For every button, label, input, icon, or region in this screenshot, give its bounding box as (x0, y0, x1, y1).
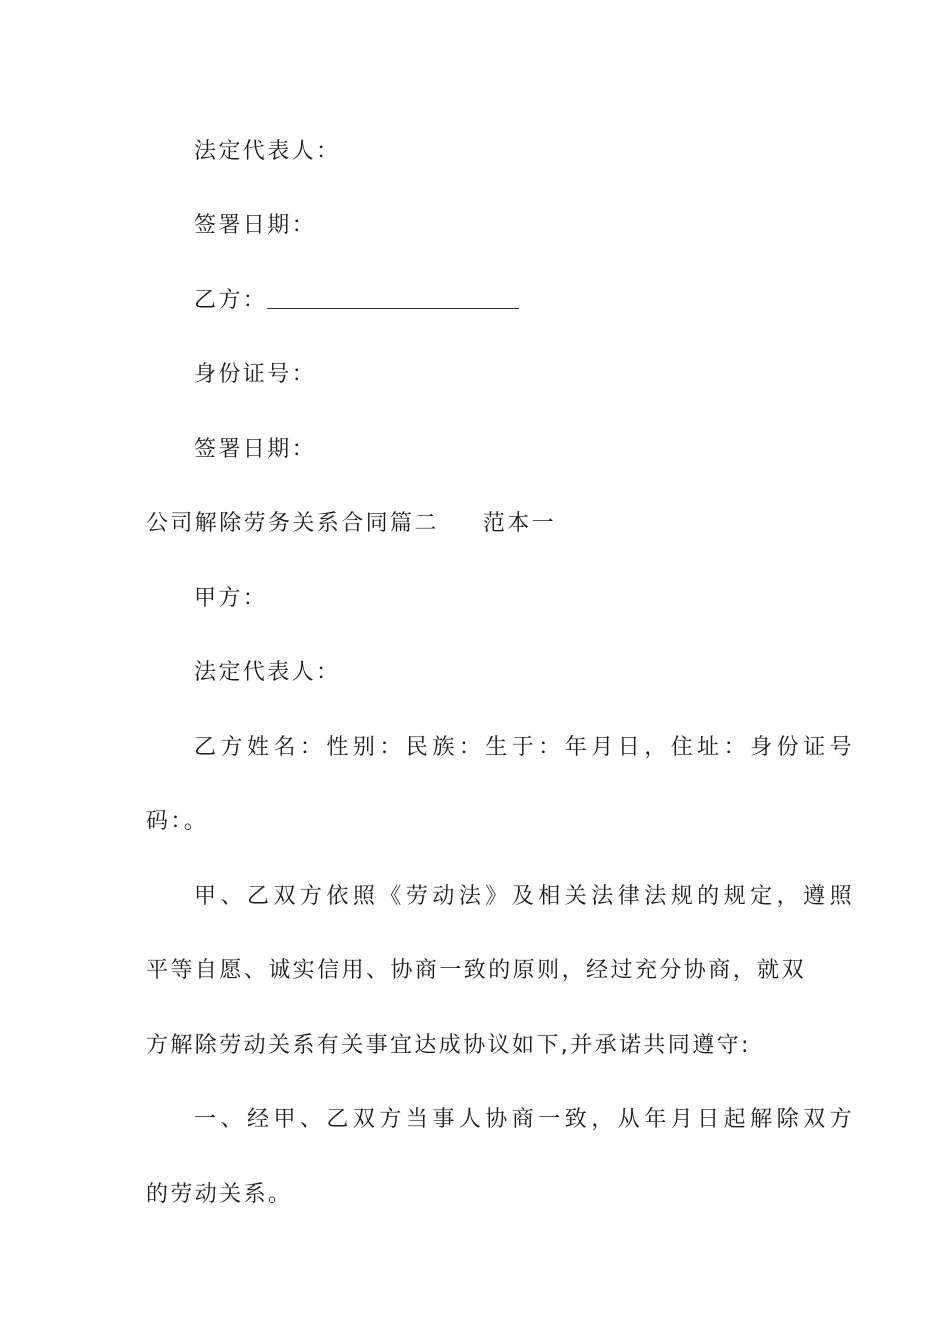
paragraph-1-line-3 (146, 1026, 806, 1066)
party-b-blank-underline (267, 286, 519, 309)
party-b-info-text-cont: 码：。 (146, 809, 209, 834)
paragraph-1-line-1 (146, 877, 854, 917)
sign-date-line-2 (146, 430, 854, 470)
clause-1-text-1: 一、经甲、乙双方当事人协商一致，从年月日起解除双方 (194, 1107, 854, 1132)
party-a-line (146, 579, 854, 619)
clause-1-line-1 (146, 1100, 854, 1140)
legal-representative-label-2: 法定代表人： (194, 660, 341, 685)
paragraph-1-line-2 (146, 951, 806, 991)
party-b-line (146, 281, 854, 321)
party-b-label: 乙方： (194, 288, 268, 313)
party-b-info-line-cont (146, 802, 806, 842)
legal-representative-label: 法定代表人： (194, 139, 341, 164)
paragraph-1-text-3: 方解除劳动关系有关事宜达成协议如下,并承诺共同遵守: (146, 1033, 751, 1058)
party-b-info-text: 乙方姓名：性别：民族：生于：年月日，住址：身份证号 (194, 735, 854, 760)
id-number-label: 身份证号： (194, 362, 317, 387)
paragraph-1-text-1: 甲、乙双方依照《劳动法》及相关法律法规的规定，遵照 (194, 884, 854, 909)
party-a-label: 甲方： (194, 586, 268, 611)
sign-date-label: 签署日期： (194, 213, 317, 238)
legal-representative-line (146, 132, 854, 172)
section-subtitle: 范本一 (482, 511, 557, 536)
legal-representative-line-2 (146, 653, 854, 693)
paragraph-1-text-2: 平等自愿、诚实信用、协商一致的原则，经过充分协商，就双 (146, 958, 806, 983)
sign-date-label-2: 签署日期： (194, 437, 317, 462)
section-title: 公司解除劳务关系合同篇二 (146, 511, 439, 536)
clause-1-line-2 (146, 1175, 806, 1215)
sign-date-line (146, 206, 854, 246)
section-heading (146, 504, 806, 544)
id-number-line (146, 355, 854, 395)
party-b-info-line (146, 728, 854, 768)
clause-1-text-2: 的劳动关系。 (146, 1182, 293, 1207)
